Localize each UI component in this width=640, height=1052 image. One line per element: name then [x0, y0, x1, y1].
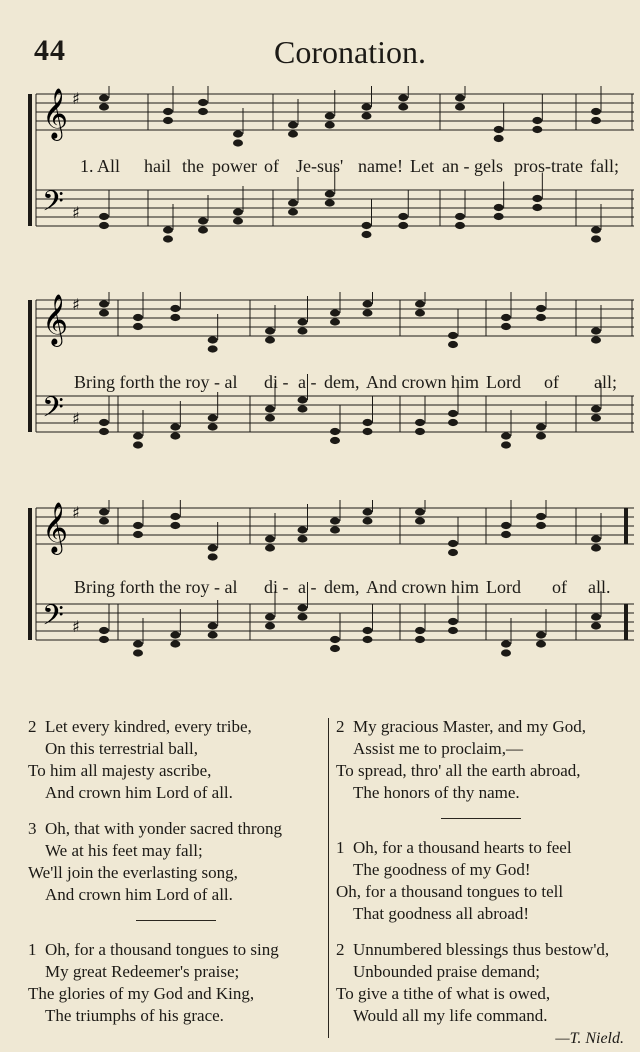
- verse-line: Assist me to proclaim,—: [353, 739, 523, 758]
- notehead: [325, 190, 335, 197]
- notehead: [501, 640, 511, 647]
- verse-line: [336, 837, 626, 859]
- notehead: [99, 428, 109, 435]
- notehead: [170, 640, 180, 647]
- treble-clef-icon: 𝄞: [42, 502, 69, 553]
- stanza-number: 1: [336, 838, 345, 857]
- notehead: [170, 314, 180, 321]
- verse-line: [336, 939, 626, 961]
- notehead: [501, 522, 511, 529]
- notehead: [494, 213, 504, 220]
- stanza-divider: [136, 920, 216, 921]
- notehead: [330, 636, 340, 643]
- notehead: [99, 300, 109, 307]
- lyric-word: Bring forth the roy - al: [74, 372, 238, 392]
- notehead: [330, 526, 340, 533]
- notehead: [536, 314, 546, 321]
- lyric-word: dem,: [324, 577, 360, 597]
- notehead: [208, 553, 218, 560]
- stanza-number: 2: [336, 940, 345, 959]
- notehead: [415, 627, 425, 634]
- lyric-word: di -: [264, 372, 289, 392]
- notehead: [363, 419, 373, 426]
- notehead: [398, 103, 408, 110]
- notehead: [265, 622, 275, 629]
- notehead: [591, 336, 601, 343]
- notehead: [591, 327, 601, 334]
- notehead: [362, 231, 372, 238]
- notehead: [362, 103, 372, 110]
- stanza-number: 3: [28, 819, 37, 838]
- notehead: [536, 305, 546, 312]
- author-attribution: —T. Nield.: [555, 1030, 624, 1047]
- lyric-word: of: [544, 372, 559, 392]
- notehead: [532, 117, 542, 124]
- notehead: [536, 631, 546, 638]
- lyric-word: power: [212, 156, 257, 176]
- notehead: [536, 640, 546, 647]
- notehead: [536, 423, 546, 430]
- notehead: [448, 549, 458, 556]
- verse-line: Unbounded praise demand;: [353, 962, 540, 981]
- notehead: [288, 130, 298, 137]
- notehead: [415, 636, 425, 643]
- notehead: [536, 513, 546, 520]
- bass-clef-icon: 𝄢: [42, 391, 64, 431]
- notehead: [363, 428, 373, 435]
- notehead: [362, 222, 372, 229]
- notehead: [298, 327, 308, 334]
- lyric-word: name!: [358, 156, 403, 176]
- verse-line: [28, 818, 324, 840]
- lyric-word: the: [182, 156, 204, 176]
- lyric-word: pros-trate: [514, 156, 583, 176]
- lyric-word: all;: [594, 372, 617, 392]
- notehead: [448, 341, 458, 348]
- verse-text: Unnumbered blessings thus bestow'd,: [353, 940, 610, 959]
- notehead: [455, 222, 465, 229]
- notehead: [363, 627, 373, 634]
- notehead: [591, 535, 601, 542]
- sharp-icon: ♯: [72, 89, 80, 108]
- stanza: [336, 716, 626, 804]
- notehead: [591, 414, 601, 421]
- notehead: [455, 94, 465, 101]
- notehead: [265, 544, 275, 551]
- notehead: [99, 222, 109, 229]
- verse-line: [28, 939, 324, 961]
- notehead: [208, 631, 218, 638]
- notehead: [265, 336, 275, 343]
- notehead: [532, 195, 542, 202]
- verse-line: The glories of my God and King,: [28, 984, 255, 1003]
- notehead: [501, 531, 511, 538]
- notehead: [198, 217, 208, 224]
- notehead: [133, 531, 143, 538]
- notehead: [233, 139, 243, 146]
- notehead: [198, 226, 208, 233]
- verse-text: Let every kindred, every tribe,: [45, 717, 252, 736]
- verse-line: Oh, for a thousand tongues to tell: [336, 882, 564, 901]
- notehead: [591, 544, 601, 551]
- notehead: [501, 314, 511, 321]
- verse-line: My great Redeemer's praise;: [45, 962, 240, 981]
- notehead: [330, 428, 340, 435]
- sharp-icon: ♯: [72, 503, 80, 522]
- notehead: [198, 108, 208, 115]
- notehead: [298, 613, 308, 620]
- lyric-word: dem,: [324, 372, 360, 392]
- notehead: [448, 618, 458, 625]
- bass-clef-icon: 𝄢: [42, 599, 64, 639]
- notehead: [415, 517, 425, 524]
- verse-line: We'll join the everlasting song,: [28, 863, 238, 882]
- verse-line: And crown him Lord of all.: [45, 885, 233, 904]
- verse-line: On this terrestrial ball,: [45, 739, 198, 758]
- notehead: [208, 345, 218, 352]
- lyric-word: of: [552, 577, 567, 597]
- sharp-icon: ♯: [72, 617, 80, 636]
- notehead: [501, 649, 511, 656]
- notehead: [233, 130, 243, 137]
- verses-right-column: [336, 716, 626, 1041]
- notehead: [330, 318, 340, 325]
- notehead: [363, 300, 373, 307]
- notehead: [325, 112, 335, 119]
- column-divider: [328, 718, 329, 1038]
- notehead: [415, 419, 425, 426]
- page-title-text: Coronation.: [274, 34, 426, 70]
- notehead: [208, 423, 218, 430]
- lyric-word: di -: [264, 577, 289, 597]
- notehead: [501, 432, 511, 439]
- notehead: [298, 604, 308, 611]
- lyric-word: Bring forth the roy - al: [74, 577, 238, 597]
- notehead: [363, 508, 373, 515]
- verse-line: The goodness of my God!: [353, 860, 531, 879]
- notehead: [536, 432, 546, 439]
- verse-line: The triumphs of his grace.: [45, 1006, 224, 1025]
- notehead: [330, 309, 340, 316]
- notehead: [591, 405, 601, 412]
- notehead: [265, 535, 275, 542]
- notehead: [325, 121, 335, 128]
- lyric-word: 1. All: [80, 156, 121, 176]
- lyric-word: Je-sus': [296, 156, 344, 176]
- verse-line: That goodness all abroad!: [353, 904, 530, 923]
- notehead: [591, 226, 601, 233]
- notehead: [362, 112, 372, 119]
- notehead: [298, 396, 308, 403]
- notehead: [448, 419, 458, 426]
- bass-clef-icon: 𝄢: [42, 185, 64, 225]
- verse-line: We at his feet may fall;: [45, 841, 203, 860]
- notehead: [330, 645, 340, 652]
- verse-line: To him all majesty ascribe,: [28, 761, 212, 780]
- stanza-number: 1: [28, 940, 37, 959]
- sharp-icon: ♯: [72, 295, 80, 314]
- notehead: [363, 309, 373, 316]
- notehead: [99, 627, 109, 634]
- notehead: [415, 300, 425, 307]
- stanza: [28, 716, 324, 804]
- lyric-word: Let: [410, 156, 434, 176]
- notehead: [99, 419, 109, 426]
- notehead: [455, 103, 465, 110]
- notehead: [163, 117, 173, 124]
- notehead: [298, 526, 308, 533]
- page-title: [0, 34, 640, 71]
- verse-line: To give a tithe of what is owed,: [336, 984, 551, 1003]
- notehead: [298, 535, 308, 542]
- lyric-word: And crown him: [366, 372, 479, 392]
- notehead: [398, 94, 408, 101]
- stanza: [336, 939, 626, 1027]
- notehead: [325, 199, 335, 206]
- notehead: [170, 423, 180, 430]
- verse-line: The honors of thy name.: [353, 783, 520, 802]
- notehead: [415, 428, 425, 435]
- verse-text: My gracious Master, and my God,: [353, 717, 587, 736]
- notehead: [163, 226, 173, 233]
- notehead: [265, 414, 275, 421]
- notehead: [591, 117, 601, 124]
- lyric-word: an -: [442, 156, 470, 176]
- notehead: [288, 121, 298, 128]
- notehead: [233, 208, 243, 215]
- notehead: [163, 235, 173, 242]
- notehead: [363, 517, 373, 524]
- notehead: [133, 441, 143, 448]
- verse-text: Oh, for a thousand hearts to feel: [353, 838, 572, 857]
- notehead: [494, 204, 504, 211]
- lyric-word: a -: [298, 577, 317, 597]
- notehead: [330, 437, 340, 444]
- lyric-word: hail: [144, 156, 171, 176]
- stanza-number: 2: [28, 717, 37, 736]
- notehead: [448, 332, 458, 339]
- notehead: [448, 540, 458, 547]
- notehead: [99, 309, 109, 316]
- notehead: [398, 213, 408, 220]
- notehead: [363, 636, 373, 643]
- verses-section: [0, 716, 640, 1052]
- verse-line: [28, 716, 324, 738]
- stanza: [28, 818, 324, 906]
- notehead: [99, 508, 109, 515]
- notehead: [330, 517, 340, 524]
- notehead: [163, 108, 173, 115]
- notehead: [133, 314, 143, 321]
- sharp-icon: ♯: [72, 409, 80, 428]
- notehead: [415, 309, 425, 316]
- sharp-icon: ♯: [72, 203, 80, 222]
- verse-line: [336, 716, 626, 738]
- notehead: [494, 135, 504, 142]
- verse-line: To spread, thro' all the earth abroad,: [336, 761, 581, 780]
- verse-text: Oh, that with yonder sacred throng: [45, 819, 282, 838]
- notehead: [591, 108, 601, 115]
- notehead: [415, 508, 425, 515]
- notehead: [265, 613, 275, 620]
- notehead: [170, 631, 180, 638]
- notehead: [208, 622, 218, 629]
- notehead: [448, 410, 458, 417]
- notehead: [501, 323, 511, 330]
- notehead: [133, 323, 143, 330]
- notehead: [170, 522, 180, 529]
- notehead: [532, 126, 542, 133]
- lyric-word: And crown him: [366, 577, 479, 597]
- verse-text: Oh, for a thousand tongues to sing: [45, 940, 279, 959]
- treble-clef-icon: 𝄞: [42, 294, 69, 345]
- verse-line: Would all my life command.: [353, 1006, 548, 1025]
- notehead: [170, 513, 180, 520]
- lyric-word: Lord: [486, 372, 521, 392]
- notehead: [133, 649, 143, 656]
- lyric-word: of: [264, 156, 279, 176]
- lyric-word: fall;: [590, 156, 619, 176]
- notehead: [501, 441, 511, 448]
- notehead: [99, 213, 109, 220]
- lyric-word: a -: [298, 372, 317, 392]
- notehead: [208, 544, 218, 551]
- notehead: [298, 318, 308, 325]
- notehead: [265, 405, 275, 412]
- notehead: [233, 217, 243, 224]
- notehead: [99, 94, 109, 101]
- notehead: [532, 204, 542, 211]
- lyric-word: all.: [588, 577, 611, 597]
- stanza: [336, 837, 626, 925]
- notehead: [494, 126, 504, 133]
- treble-clef-icon: 𝄞: [42, 88, 69, 139]
- stanza-divider: [441, 818, 521, 819]
- page-number: 44: [34, 34, 66, 67]
- notehead: [208, 414, 218, 421]
- notehead: [265, 327, 275, 334]
- notehead: [170, 305, 180, 312]
- notehead: [99, 517, 109, 524]
- notehead: [99, 636, 109, 643]
- notehead: [133, 432, 143, 439]
- notehead: [133, 640, 143, 647]
- notehead: [208, 336, 218, 343]
- notehead: [288, 208, 298, 215]
- notehead: [455, 213, 465, 220]
- notehead: [133, 522, 143, 529]
- notehead: [448, 627, 458, 634]
- lyric-word: gels: [474, 156, 503, 176]
- notehead: [536, 522, 546, 529]
- notehead: [591, 622, 601, 629]
- notehead: [99, 103, 109, 110]
- notehead: [591, 613, 601, 620]
- notehead: [198, 99, 208, 106]
- verse-line: And crown him Lord of all.: [45, 783, 233, 802]
- notehead: [398, 222, 408, 229]
- lyric-word: Lord: [486, 577, 521, 597]
- verses-left-column: [28, 716, 324, 1041]
- stanza-number: 2: [336, 717, 345, 736]
- notehead: [591, 235, 601, 242]
- notehead: [288, 199, 298, 206]
- notehead: [298, 405, 308, 412]
- notehead: [170, 432, 180, 439]
- stanza: [28, 939, 324, 1027]
